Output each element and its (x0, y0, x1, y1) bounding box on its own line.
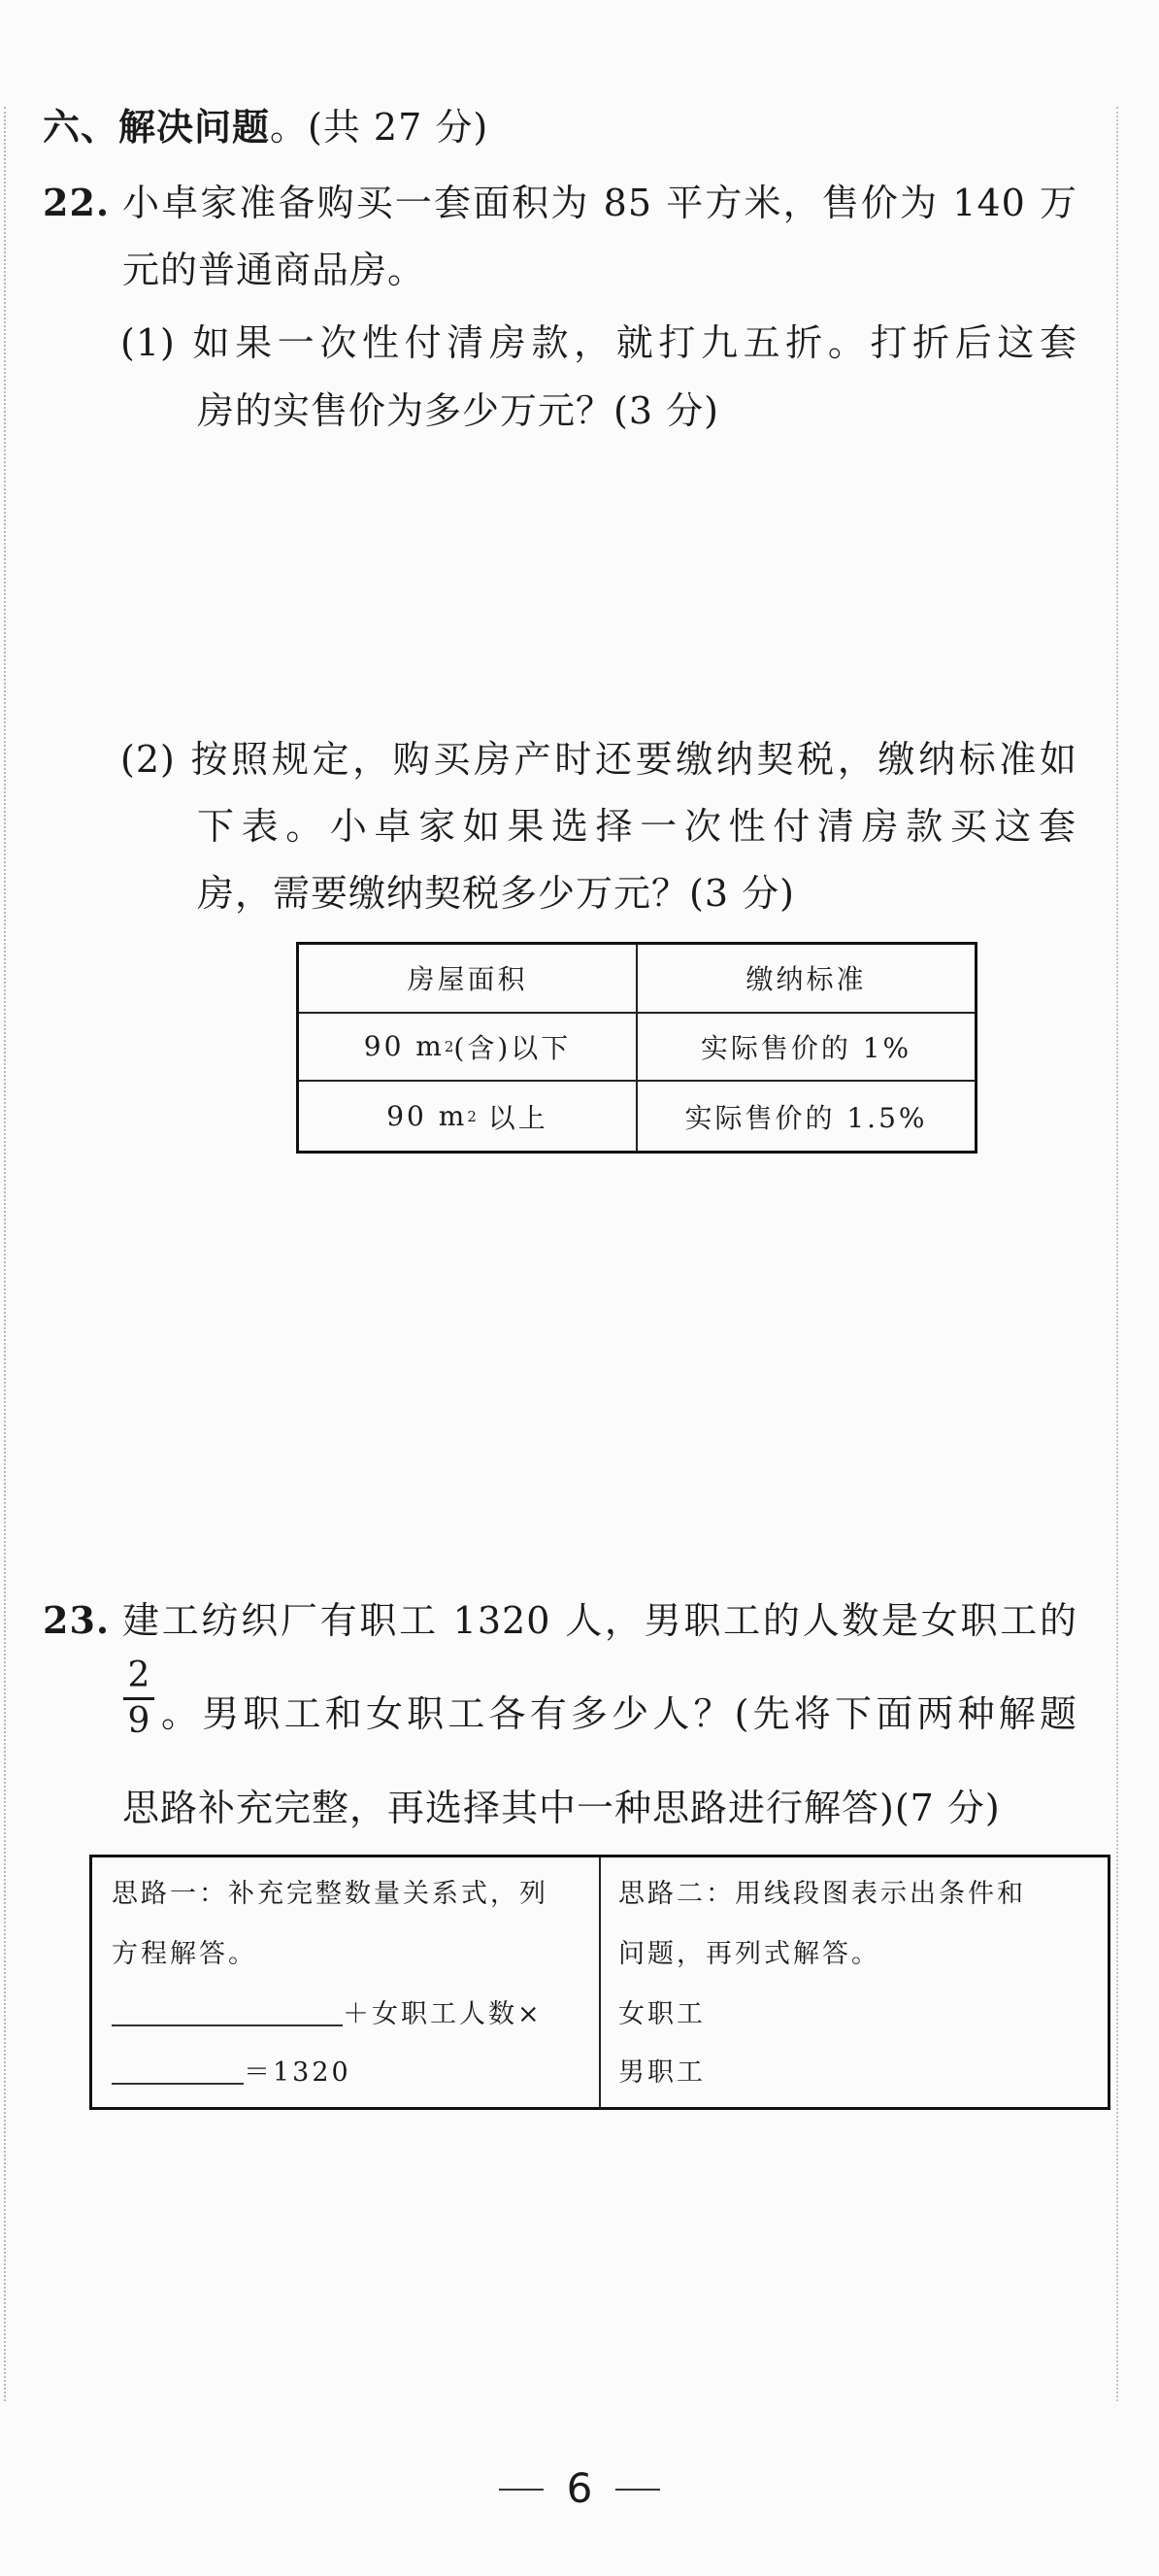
row-2-area-exponent: 2 (467, 1107, 477, 1125)
idea-one-line-1: 思路一：补充完整数量关系式，列 (112, 1879, 548, 1909)
question-22-part-1-line-2: 房的实售价为多少万元？(3 分) (197, 389, 719, 432)
question-23-line-3: 思路补充完整，再选择其中一种思路进行解答)(7 分) (122, 1787, 1001, 1829)
right-margin-line (1116, 107, 1118, 2401)
question-23-number: 23. (43, 1598, 111, 1642)
page-number: 6 (566, 2464, 593, 2512)
page-footer (0, 2464, 1159, 2512)
table-header-standard: 缴纳标准 (638, 945, 975, 1014)
idea-one-expression-2 (112, 2059, 351, 2086)
fill-blank-2[interactable] (112, 2083, 244, 2085)
section-heading-score: 。(共 27 分) (270, 106, 489, 149)
expression-2-text: ＝1320 (244, 2057, 351, 2088)
idea-one-cell (92, 1857, 601, 2107)
question-22-number: 22. (43, 181, 111, 224)
question-23-line-2: 。男职工和女职工各有多少人？(先将下面两种解题 (161, 1692, 1077, 1735)
left-margin-line (4, 107, 6, 2401)
idea-two-line-1: 思路二：用线段图表示出条件和 (618, 1879, 1026, 1909)
expression-1-text: ＋女职工人数× (343, 1999, 543, 2029)
idea-one-line-2: 方程解答。 (112, 1939, 257, 1969)
table-header-area: 房屋面积 (299, 945, 638, 1014)
fraction-denominator: 9 (127, 1701, 150, 1741)
idea-one-expression-1 (112, 2001, 543, 2027)
question-22-part-2-line-2: 下表。小卓家如果选择一次性付清房款买这套 (197, 805, 1076, 848)
label-male-workers: 男职工 (618, 2057, 706, 2088)
question-23-line-1: 建工纺织厂有职工 1320 人，男职工的人数是女职工的 (122, 1599, 1077, 1642)
row-2-area-qualifier: 以上 (476, 1101, 548, 1134)
row-1-area-exponent: 2 (444, 1037, 454, 1055)
fill-blank-1[interactable] (112, 2024, 343, 2026)
table-row-1-standard: 实际售价的 1% (638, 1014, 975, 1083)
table-row-2-standard: 实际售价的 1.5% (684, 1101, 928, 1134)
label-female-workers: 女职工 (618, 1999, 706, 2029)
fraction-two-ninths (121, 1656, 156, 1741)
fraction-numerator: 2 (127, 1656, 150, 1695)
question-22-part-2-line-3: 房，需要缴纳契税多少万元？(3 分) (197, 872, 795, 915)
question-22-line-2: 元的普通商品房。 (122, 249, 426, 291)
idea-two-line-2: 问题，再列式解答。 (618, 1939, 880, 1969)
row-1-area-value: 90 m (363, 1030, 445, 1063)
fraction-bar (123, 1697, 154, 1700)
question-22-part-2-line-1: (2) 按照规定，购买房产时还要缴纳契税，缴纳标准如 (120, 738, 1077, 781)
section-heading (43, 106, 489, 149)
footer-dash-left (499, 2489, 544, 2491)
footer-dash-right (615, 2489, 660, 2491)
row-1-area-qualifier: (含)以下 (453, 1031, 572, 1064)
question-22-part-1-line-1: (1) 如果一次性付清房款，就打九五折。打折后这套 (120, 321, 1077, 364)
idea-two-cell (601, 1857, 1108, 2107)
table-row-1-area (299, 1014, 638, 1083)
solution-ideas-box (89, 1855, 1110, 2110)
tax-standard-table (296, 942, 977, 1154)
question-22-line-1: 小卓家准备购买一套面积为 85 平方米，售价为 140 万 (122, 182, 1077, 224)
row-2-area-value: 90 m (386, 1100, 468, 1133)
table-row-2-area (299, 1082, 638, 1151)
section-heading-title: 六、解决问题 (43, 106, 271, 149)
